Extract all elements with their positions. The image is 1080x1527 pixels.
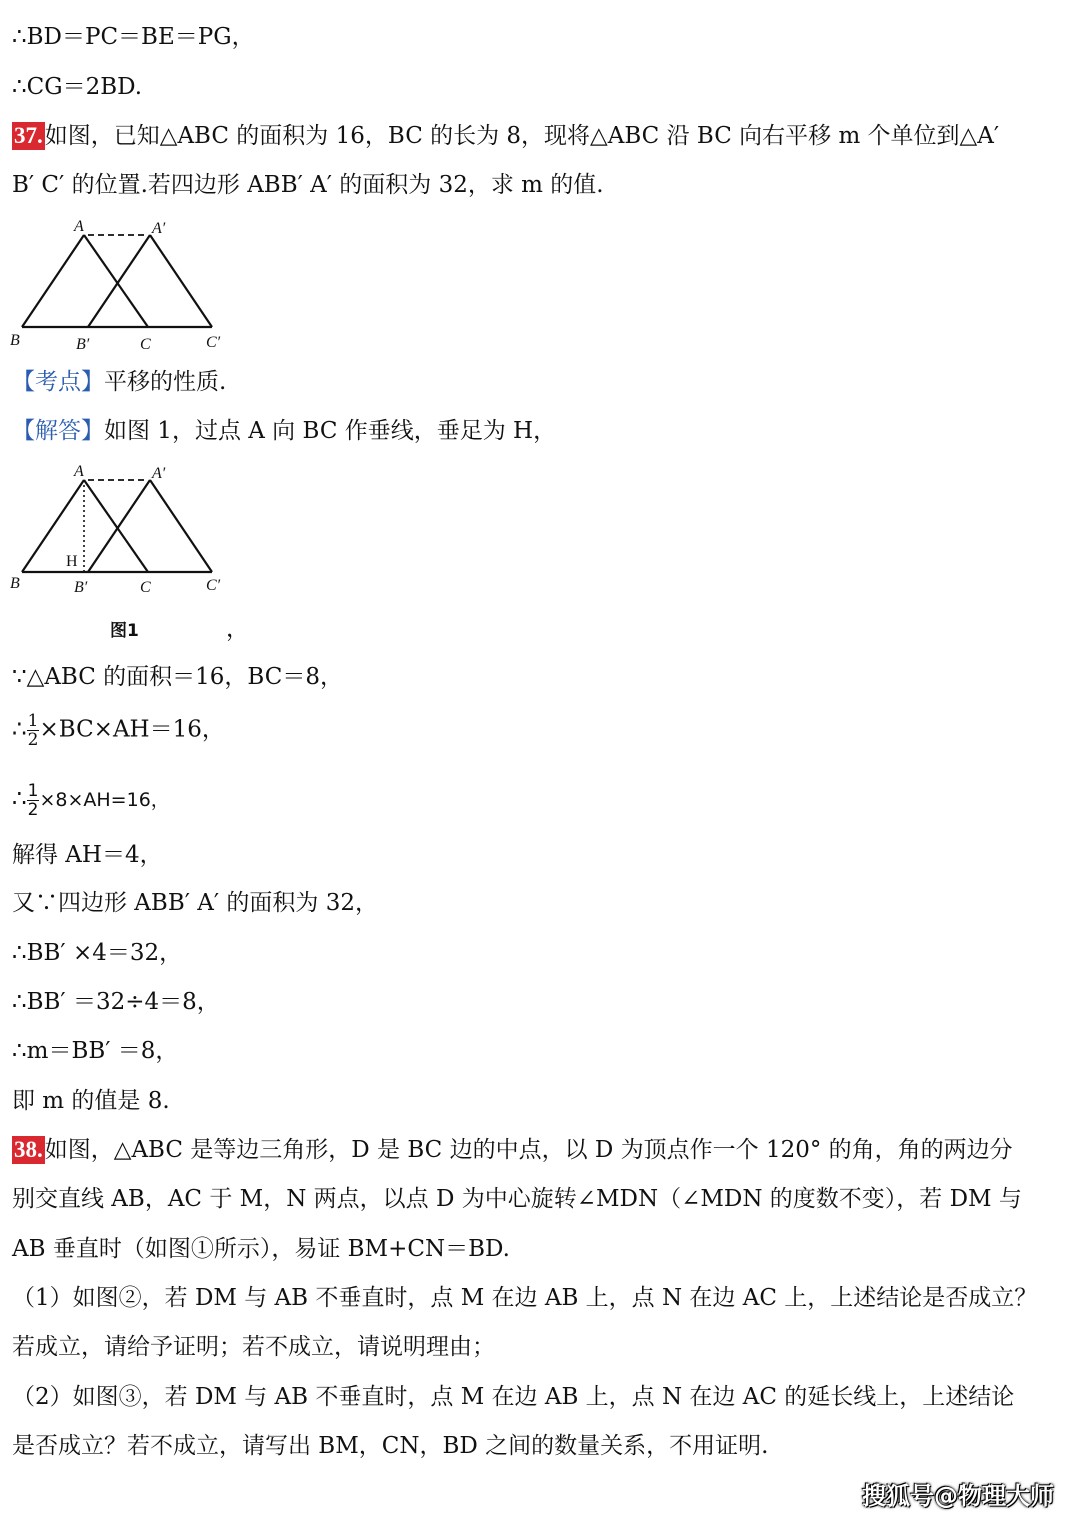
label-C1: C′ [206, 334, 221, 351]
question-37-line-1 [12, 121, 999, 151]
question-38-line-1 [12, 1135, 1013, 1165]
solution-step [12, 782, 170, 819]
label-B1: B′ [76, 336, 90, 353]
fraction-denominator: 2 [27, 730, 39, 750]
label-A1: A′ [152, 220, 166, 237]
label-A1: A′ [152, 465, 166, 482]
question-number-badge: 37. [14, 123, 43, 148]
label-B: B [10, 575, 20, 592]
kaodian-text: 平移的性质. [104, 369, 227, 395]
label-C: C [140, 579, 151, 596]
segment-AB [22, 235, 84, 327]
figure-1-comma: ， [226, 616, 249, 642]
watermark: 搜狐号@物理大师 [862, 1482, 1054, 1510]
solution-step: 解得 AH＝4， [12, 842, 163, 868]
step-text: ×8×AH=16， [39, 789, 170, 811]
solution-step: 即 m 的值是 8. [12, 1088, 170, 1114]
question-38-line: 别交直线 AB，AC 于 M，N 两点，以点 D 为中心旋转∠MDN（∠MDN 的度数不变），若 DM 与 [12, 1186, 1022, 1212]
label-B: B [10, 332, 20, 349]
solution-step: 又∵四边形 ABB′ A′ 的面积为 32， [12, 890, 378, 916]
question-38-line: AB 垂直时（如图①所示），易证 BM+CN＝BD. [12, 1236, 510, 1262]
fraction-one-half [27, 782, 40, 819]
question-number-badge: 38. [14, 1137, 43, 1162]
jieda-line [12, 416, 556, 446]
label-C: C [140, 336, 151, 353]
question-text: 如图，已知△ABC 的面积为 16，BC 的长为 8，现将△ABC 沿 BC 向右平移 m 个单位到△A′ [44, 123, 1000, 149]
step-text: ×BC×AH＝16， [39, 716, 225, 743]
fraction-one-half [27, 712, 40, 749]
fraction-numerator: 1 [27, 711, 39, 731]
kaodian-tag: 【考点】 [12, 369, 104, 395]
question-37-line-2: B′ C′ 的位置.若四边形 ABB′ A′ 的面积为 32，求 m 的值. [12, 172, 604, 198]
jieda-tag: 【解答】 [12, 418, 104, 444]
proof-line: ∴BD＝PC＝BE＝PG， [12, 24, 255, 50]
segment-A1B1 [88, 235, 150, 327]
fraction-denominator: 2 [27, 800, 39, 820]
label-A: A [74, 463, 84, 480]
segment-AC [84, 235, 148, 327]
kaodian-line [12, 367, 226, 397]
solution-step: ∴BB′ ＝32÷4＝8， [12, 989, 220, 1015]
therefore-symbol: ∴ [12, 786, 27, 812]
question-38-line: （1）如图②，若 DM 与 AB 不垂直时，点 M 在边 AB 上，点 N 在边 AC 上，上述结论是否成立？ [12, 1285, 1038, 1311]
question-38-line: 若成立，请给予证明；若不成立，请说明理由； [12, 1334, 495, 1360]
therefore-symbol: ∴ [12, 716, 27, 743]
label-H: H [66, 553, 78, 570]
solution-step: ∵△ABC 的面积＝16，BC＝8， [12, 664, 343, 690]
fraction-numerator: 1 [27, 781, 39, 801]
segment-A1C1 [150, 235, 212, 327]
question-38-line: 是否成立？若不成立，请写出 BM，CN，BD 之间的数量关系，不用证明. [12, 1433, 769, 1459]
solution-step: ∴BB′ ×4＝32， [12, 940, 183, 966]
translation-figure [8, 215, 248, 355]
label-C1: C′ [206, 577, 221, 594]
label-A: A [74, 218, 84, 235]
figure-1-caption: 图1 [110, 621, 139, 641]
question-text: 如图，△ABC 是等边三角形，D 是 BC 边的中点，以 D 为顶点作一个 120° 的角，角的两边分 [44, 1137, 1013, 1163]
proof-line: ∴CG＝2BD. [12, 74, 143, 100]
solution-step [12, 712, 225, 749]
jieda-text: 如图 1，过点 A 向 BC 作垂线，垂足为 H， [104, 418, 557, 444]
solution-step: ∴m＝BB′ ＝8， [12, 1038, 179, 1064]
figure-1 [8, 458, 248, 598]
label-B1: B′ [74, 579, 88, 596]
question-38-line: （2）如图③，若 DM 与 AB 不垂直时，点 M 在边 AB 上，点 N 在边 AC 的延长线上，上述结论 [12, 1384, 1015, 1410]
